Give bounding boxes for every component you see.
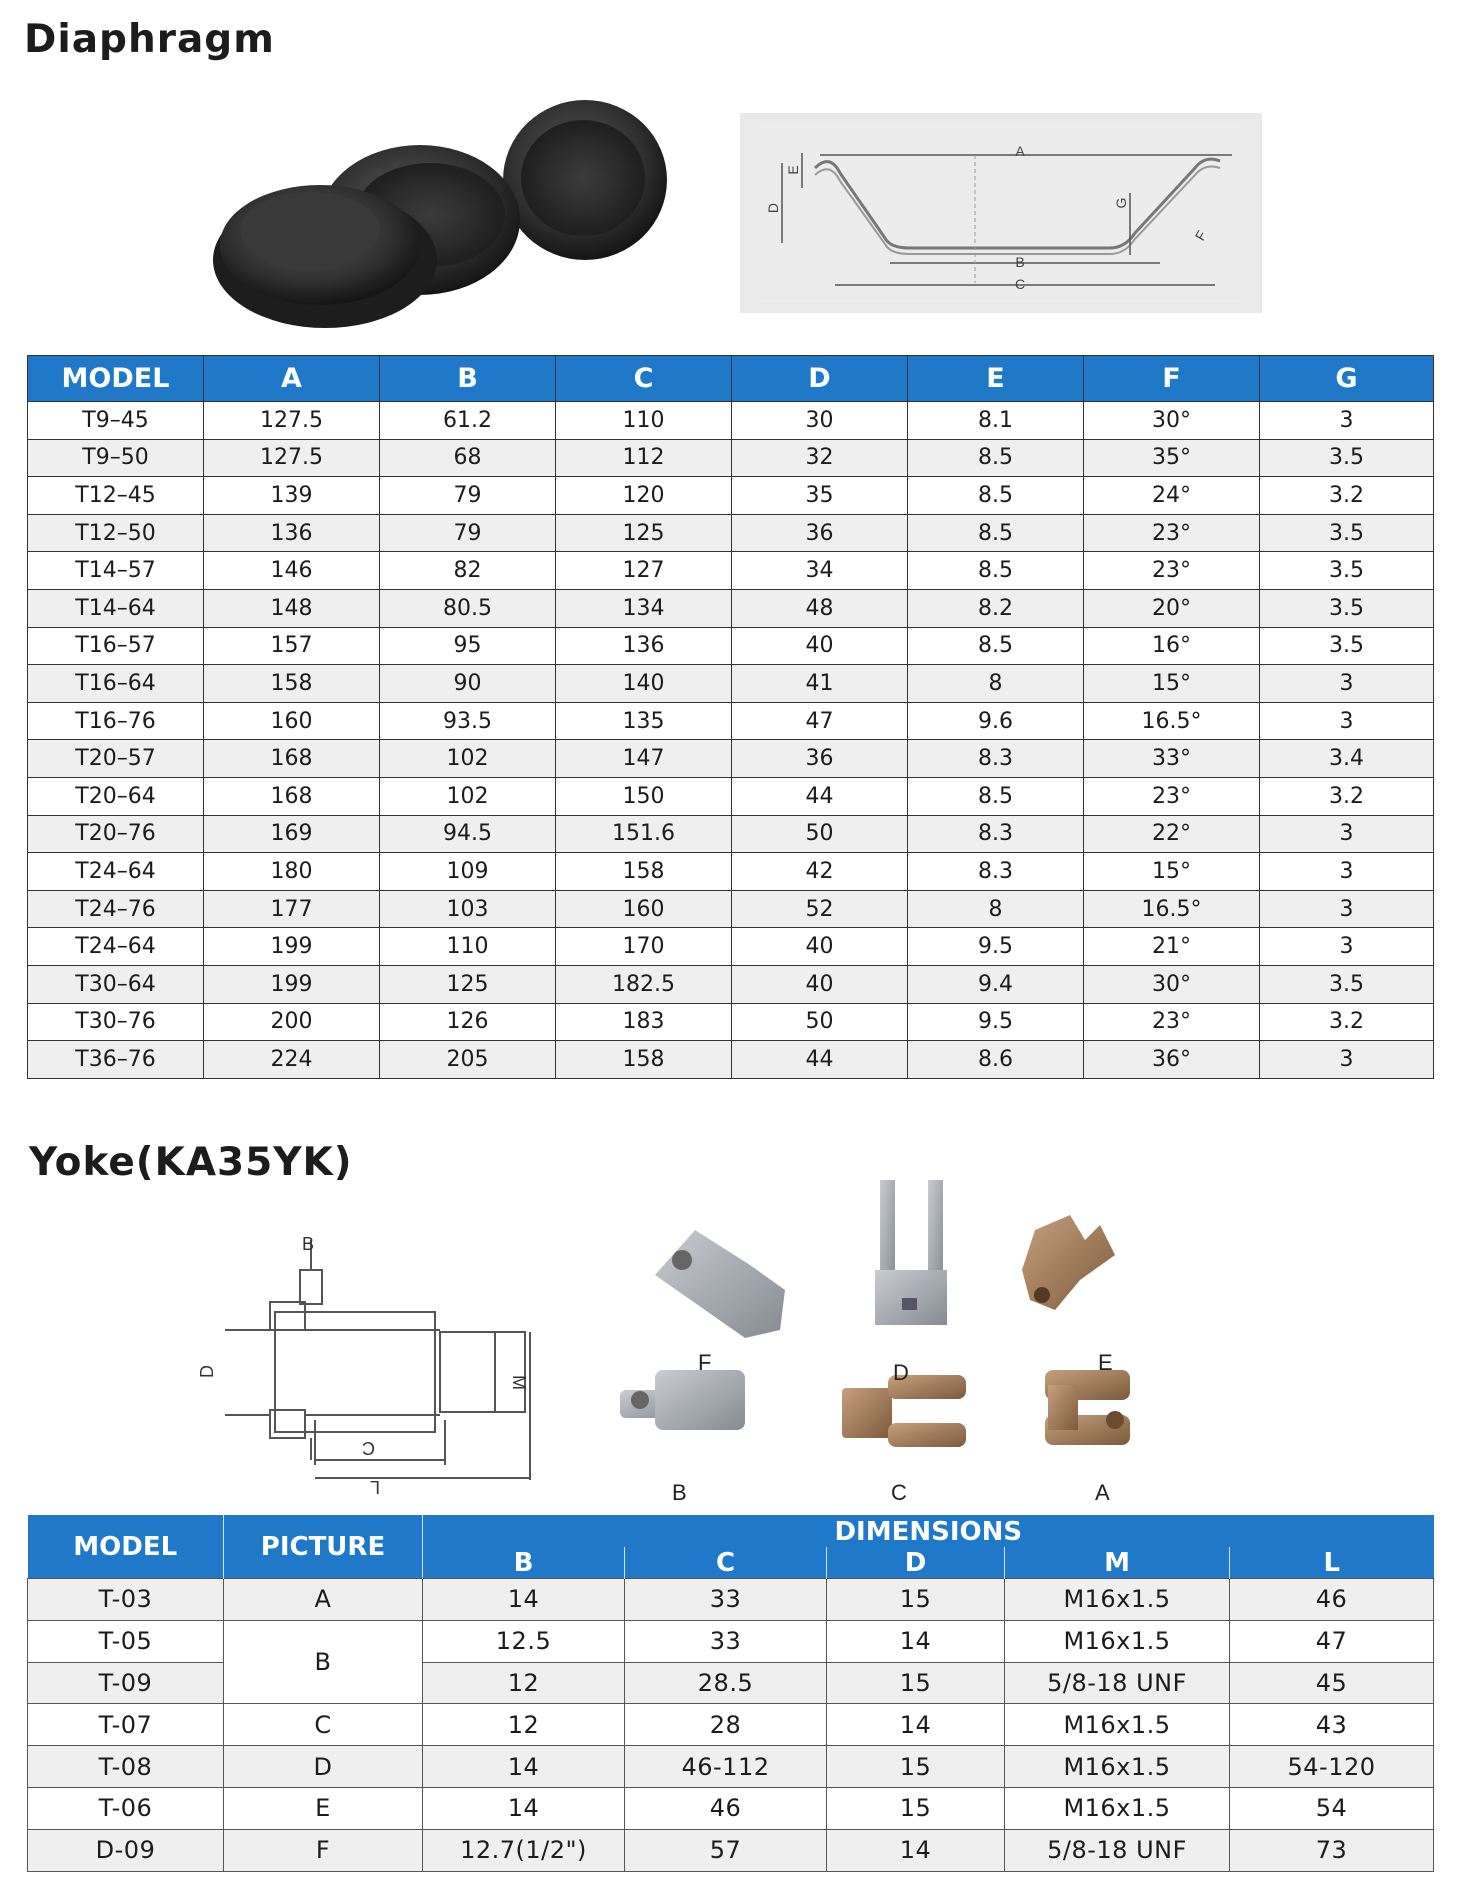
yoke-table (27, 1515, 1434, 1872)
table-row (28, 402, 1434, 440)
cell-b: 12 (423, 1662, 625, 1704)
cell-model: T-09 (28, 1662, 224, 1704)
cell-l: 54 (1230, 1787, 1434, 1829)
drawing-label-a: A (1015, 143, 1025, 159)
cell-b: 94.5 (380, 815, 556, 853)
cell-model: T-06 (28, 1787, 224, 1829)
cell-model: D-09 (28, 1829, 224, 1871)
yoke-header-b: B (423, 1547, 625, 1579)
cell-b: 79 (380, 514, 556, 552)
table-row (28, 439, 1434, 477)
cell-g: 3 (1260, 853, 1434, 891)
cell-e: 8 (908, 665, 1084, 703)
yoke-title: Yoke(KA35YK) (29, 1140, 353, 1185)
cell-model: T-05 (28, 1620, 224, 1662)
cell-c: 140 (556, 665, 732, 703)
cell-model: T20–64 (28, 777, 204, 815)
cell-f: 36° (1084, 1041, 1260, 1079)
cell-l: 73 (1230, 1829, 1434, 1871)
table-row (28, 589, 1434, 627)
cell-f: 15° (1084, 853, 1260, 891)
cell-b: 93.5 (380, 702, 556, 740)
yoke-photo-d (875, 1180, 947, 1325)
cell-g: 3.5 (1260, 552, 1434, 590)
cell-a: 160 (204, 702, 380, 740)
cell-b: 61.2 (380, 402, 556, 440)
cell-a: 127.5 (204, 439, 380, 477)
diaphragm-photo (205, 100, 665, 330)
cell-g: 3 (1260, 815, 1434, 853)
yoke-photo-label-e: E (1098, 1350, 1113, 1375)
cell-c: 112 (556, 439, 732, 477)
cell-d: 40 (732, 965, 908, 1003)
cell-model: T14–64 (28, 589, 204, 627)
yoke-drawing-label-c: C (362, 1438, 375, 1458)
table-row (28, 552, 1434, 590)
cell-c: 120 (556, 477, 732, 515)
header-b: B (380, 356, 556, 402)
cell-model: T12–45 (28, 477, 204, 515)
cell-f: 16° (1084, 627, 1260, 665)
cell-c: 158 (556, 1041, 732, 1079)
cell-model: T30–64 (28, 965, 204, 1003)
header-model: MODEL (28, 356, 204, 402)
yoke-header-dimensions: DIMENSIONS (423, 1515, 1434, 1547)
cell-b: 79 (380, 477, 556, 515)
table-row (28, 853, 1434, 891)
cell-e: 8.5 (908, 477, 1084, 515)
yoke-header-l: L (1230, 1547, 1434, 1579)
table-row (28, 890, 1434, 928)
cell-d: 42 (732, 853, 908, 891)
cell-d: 15 (827, 1787, 1005, 1829)
cell-b: 14 (423, 1579, 625, 1621)
cell-b: 102 (380, 777, 556, 815)
cell-m: M16x1.5 (1005, 1579, 1230, 1621)
cell-c: 46-112 (625, 1746, 827, 1788)
cell-a: 169 (204, 815, 380, 853)
table-row (28, 815, 1434, 853)
cell-picture: E (224, 1787, 423, 1829)
cell-e: 8.3 (908, 853, 1084, 891)
cell-d: 44 (732, 777, 908, 815)
yoke-photo-label-d: D (893, 1360, 909, 1385)
cell-m: 5/8-18 UNF (1005, 1829, 1230, 1871)
table-row (28, 1620, 1434, 1662)
cell-f: 16.5° (1084, 890, 1260, 928)
cell-d: 48 (732, 589, 908, 627)
cell-picture: C (224, 1704, 423, 1746)
cell-e: 8.5 (908, 552, 1084, 590)
yoke-photo-label-a: A (1095, 1480, 1110, 1505)
yoke-drawing-label-b: B (302, 1234, 315, 1254)
cell-picture: B (224, 1620, 423, 1704)
cell-m: M16x1.5 (1005, 1704, 1230, 1746)
cell-e: 8.1 (908, 402, 1084, 440)
yoke-header-picture: PICTURE (224, 1515, 423, 1579)
cell-d: 47 (732, 702, 908, 740)
cell-c: 46 (625, 1787, 827, 1829)
table-row (28, 965, 1434, 1003)
cell-f: 35° (1084, 439, 1260, 477)
yoke-photo-b (620, 1370, 745, 1430)
table-row (28, 514, 1434, 552)
cell-m: M16x1.5 (1005, 1620, 1230, 1662)
cell-c: 134 (556, 589, 732, 627)
cell-b: 68 (380, 439, 556, 477)
yoke-header-m: M (1005, 1547, 1230, 1579)
table-row (28, 1003, 1434, 1041)
cell-d: 14 (827, 1620, 1005, 1662)
table-row (28, 740, 1434, 778)
cell-c: 127 (556, 552, 732, 590)
table-row (28, 1787, 1434, 1829)
cell-c: 150 (556, 777, 732, 815)
cell-a: 157 (204, 627, 380, 665)
cell-f: 21° (1084, 928, 1260, 966)
drawing-label-c: C (1014, 276, 1026, 292)
cell-c: 125 (556, 514, 732, 552)
table-row (28, 665, 1434, 703)
cell-a: 127.5 (204, 402, 380, 440)
cell-model: T-08 (28, 1746, 224, 1788)
drawing-label-g: G (1113, 197, 1129, 209)
cell-e: 8.5 (908, 777, 1084, 815)
header-d: D (732, 356, 908, 402)
table-row (28, 777, 1434, 815)
drawing-label-d: D (765, 202, 781, 214)
cell-picture: A (224, 1579, 423, 1621)
cell-f: 33° (1084, 740, 1260, 778)
cell-f: 22° (1084, 815, 1260, 853)
cell-c: 28.5 (625, 1662, 827, 1704)
cell-b: 102 (380, 740, 556, 778)
cell-model: T16–64 (28, 665, 204, 703)
cell-model: T9–45 (28, 402, 204, 440)
yoke-drawing-label-d: D (197, 1365, 217, 1378)
cell-b: 110 (380, 928, 556, 966)
cell-d: 15 (827, 1662, 1005, 1704)
cell-d: 32 (732, 439, 908, 477)
cell-g: 3.2 (1260, 777, 1434, 815)
cell-a: 177 (204, 890, 380, 928)
cell-c: 28 (625, 1704, 827, 1746)
yoke-header-d: D (827, 1547, 1005, 1579)
cell-model: T24–64 (28, 928, 204, 966)
cell-f: 23° (1084, 552, 1260, 590)
cell-g: 3.5 (1260, 514, 1434, 552)
cell-g: 3 (1260, 890, 1434, 928)
cell-c: 135 (556, 702, 732, 740)
cell-d: 14 (827, 1704, 1005, 1746)
table-row (28, 627, 1434, 665)
table-row (28, 1579, 1434, 1621)
cell-a: 200 (204, 1003, 380, 1041)
cell-g: 3 (1260, 702, 1434, 740)
cell-d: 40 (732, 627, 908, 665)
cell-c: 147 (556, 740, 732, 778)
cell-e: 8.5 (908, 627, 1084, 665)
cell-g: 3 (1260, 402, 1434, 440)
cell-c: 182.5 (556, 965, 732, 1003)
cell-g: 3.4 (1260, 740, 1434, 778)
yoke-drawing-label-m: M (509, 1375, 529, 1390)
cell-a: 180 (204, 853, 380, 891)
cell-b: 90 (380, 665, 556, 703)
header-g: G (1260, 356, 1434, 402)
cell-model: T12–50 (28, 514, 204, 552)
table-row (28, 1704, 1434, 1746)
cell-model: T-07 (28, 1704, 224, 1746)
cell-l: 47 (1230, 1620, 1434, 1662)
cell-g: 3.2 (1260, 477, 1434, 515)
yoke-photo-a (1045, 1370, 1130, 1445)
cell-b: 95 (380, 627, 556, 665)
cell-model: T24–76 (28, 890, 204, 928)
cell-c: 57 (625, 1829, 827, 1871)
cell-model: T9–50 (28, 439, 204, 477)
cell-model: T36–76 (28, 1041, 204, 1079)
cell-f: 30° (1084, 965, 1260, 1003)
cell-e: 8.5 (908, 514, 1084, 552)
cell-a: 139 (204, 477, 380, 515)
cell-model: T20–57 (28, 740, 204, 778)
cell-b: 205 (380, 1041, 556, 1079)
cell-f: 15° (1084, 665, 1260, 703)
cell-d: 36 (732, 740, 908, 778)
diaphragm-header-row (28, 356, 1434, 402)
cell-g: 3.2 (1260, 1003, 1434, 1041)
cell-picture: F (224, 1829, 423, 1871)
cell-d: 14 (827, 1829, 1005, 1871)
cell-f: 30° (1084, 402, 1260, 440)
yoke-photo-e (1022, 1215, 1115, 1310)
cell-e: 8.2 (908, 589, 1084, 627)
cell-l: 45 (1230, 1662, 1434, 1704)
cell-l: 46 (1230, 1579, 1434, 1621)
cell-c: 158 (556, 853, 732, 891)
cell-e: 9.5 (908, 1003, 1084, 1041)
cell-b: 82 (380, 552, 556, 590)
cell-g: 3 (1260, 665, 1434, 703)
cell-b: 109 (380, 853, 556, 891)
header-c: C (556, 356, 732, 402)
cell-c: 170 (556, 928, 732, 966)
table-row (28, 1829, 1434, 1871)
table-row (28, 702, 1434, 740)
cell-e: 9.5 (908, 928, 1084, 966)
cell-e: 9.6 (908, 702, 1084, 740)
cell-b: 125 (380, 965, 556, 1003)
cell-d: 50 (732, 1003, 908, 1041)
yoke-photo-f (655, 1230, 785, 1338)
yoke-drawing-label-l: L (369, 1477, 380, 1497)
cell-g: 3 (1260, 1041, 1434, 1079)
cell-model: T-03 (28, 1579, 224, 1621)
cell-f: 23° (1084, 514, 1260, 552)
yoke-photo-c (842, 1375, 966, 1447)
cell-a: 224 (204, 1041, 380, 1079)
cell-b: 12.7(1/2") (423, 1829, 625, 1871)
cell-d: 50 (732, 815, 908, 853)
yoke-photos (610, 1170, 1170, 1505)
cell-f: 23° (1084, 777, 1260, 815)
cell-a: 136 (204, 514, 380, 552)
cell-c: 33 (625, 1620, 827, 1662)
yoke-photo-label-f: F (698, 1350, 712, 1375)
header-e: E (908, 356, 1084, 402)
cell-model: T30–76 (28, 1003, 204, 1041)
drawing-label-f: F (1191, 227, 1210, 244)
cell-g: 3.5 (1260, 627, 1434, 665)
cell-b: 14 (423, 1787, 625, 1829)
cell-e: 8 (908, 890, 1084, 928)
cell-f: 24° (1084, 477, 1260, 515)
diaphragm-drawing (740, 113, 1262, 313)
cell-d: 34 (732, 552, 908, 590)
cell-c: 151.6 (556, 815, 732, 853)
cell-d: 44 (732, 1041, 908, 1079)
table-row (28, 1746, 1434, 1788)
cell-l: 43 (1230, 1704, 1434, 1746)
table-row (28, 928, 1434, 966)
yoke-photo-label-b: B (672, 1480, 687, 1505)
cell-c: 33 (625, 1579, 827, 1621)
cell-b: 12 (423, 1704, 625, 1746)
cell-e: 8.3 (908, 815, 1084, 853)
cell-m: M16x1.5 (1005, 1787, 1230, 1829)
cell-d: 40 (732, 928, 908, 966)
cell-c: 136 (556, 627, 732, 665)
cell-e: 8.6 (908, 1041, 1084, 1079)
cell-e: 8.3 (908, 740, 1084, 778)
drawing-label-b: B (1015, 254, 1025, 270)
cell-b: 126 (380, 1003, 556, 1041)
cell-d: 35 (732, 477, 908, 515)
cell-b: 14 (423, 1746, 625, 1788)
header-a: A (204, 356, 380, 402)
cell-b: 80.5 (380, 589, 556, 627)
cell-c: 183 (556, 1003, 732, 1041)
cell-m: 5/8-18 UNF (1005, 1662, 1230, 1704)
cell-e: 9.4 (908, 965, 1084, 1003)
cell-d: 36 (732, 514, 908, 552)
cell-model: T20–76 (28, 815, 204, 853)
cell-a: 146 (204, 552, 380, 590)
cell-g: 3.5 (1260, 965, 1434, 1003)
cell-a: 148 (204, 589, 380, 627)
cell-d: 15 (827, 1746, 1005, 1788)
cell-a: 199 (204, 928, 380, 966)
cell-c: 160 (556, 890, 732, 928)
cell-l: 54-120 (1230, 1746, 1434, 1788)
yoke-header-c: C (625, 1547, 827, 1579)
yoke-photo-label-c: C (891, 1480, 907, 1505)
cell-f: 16.5° (1084, 702, 1260, 740)
cell-f: 20° (1084, 589, 1260, 627)
table-row (28, 477, 1434, 515)
cell-a: 168 (204, 777, 380, 815)
cell-model: T16–57 (28, 627, 204, 665)
cell-d: 52 (732, 890, 908, 928)
cell-c: 110 (556, 402, 732, 440)
diaphragm-title: Diaphragm (24, 17, 275, 62)
cell-m: M16x1.5 (1005, 1746, 1230, 1788)
diaphragm-table (27, 355, 1434, 1079)
cell-a: 168 (204, 740, 380, 778)
cell-d: 30 (732, 402, 908, 440)
cell-g: 3 (1260, 928, 1434, 966)
cell-model: T16–76 (28, 702, 204, 740)
cell-g: 3.5 (1260, 589, 1434, 627)
cell-a: 199 (204, 965, 380, 1003)
cell-model: T24–64 (28, 853, 204, 891)
cell-f: 23° (1084, 1003, 1260, 1041)
yoke-header-model: MODEL (28, 1515, 224, 1579)
yoke-header-row-1 (28, 1515, 1434, 1547)
header-f: F (1084, 356, 1260, 402)
cell-g: 3.5 (1260, 439, 1434, 477)
cell-a: 158 (204, 665, 380, 703)
yoke-drawing (195, 1220, 529, 1497)
cell-e: 8.5 (908, 439, 1084, 477)
cell-b: 12.5 (423, 1620, 625, 1662)
cell-b: 103 (380, 890, 556, 928)
table-row (28, 1041, 1434, 1079)
cell-model: T14–57 (28, 552, 204, 590)
drawing-label-e: E (785, 165, 801, 175)
cell-d: 15 (827, 1579, 1005, 1621)
cell-d: 41 (732, 665, 908, 703)
cell-picture: D (224, 1746, 423, 1788)
